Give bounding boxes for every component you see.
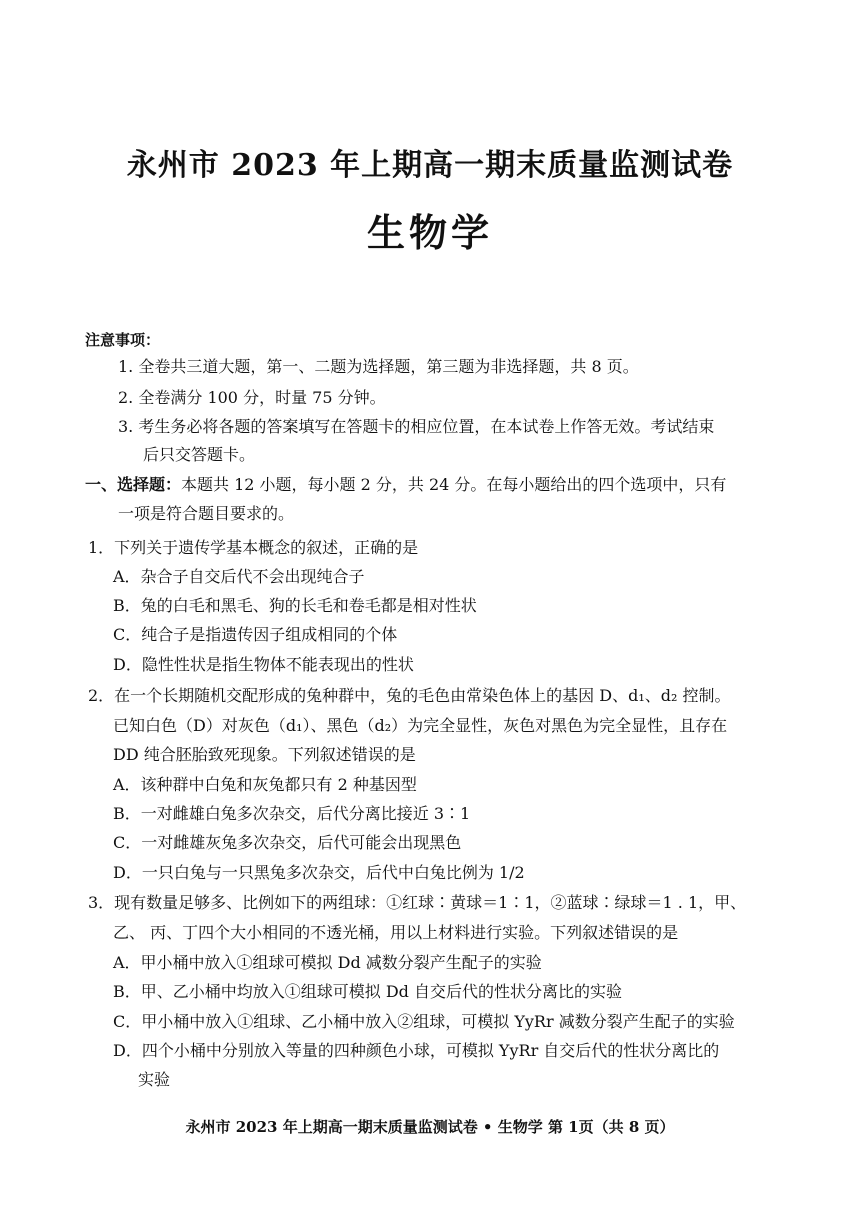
question-option: C．纯合子是指遗传因子组成相同的个体 xyxy=(113,625,398,644)
notice-item: 1. 全卷共三道大题，第一、二题为选择题，第三题为非选择题，共 8 页。 xyxy=(118,357,639,376)
notice-heading: 注意事项： xyxy=(85,331,161,349)
question-option: B．兔的白毛和黑毛、狗的长毛和卷毛都是相对性状 xyxy=(113,596,477,615)
notice-item: 后只交答题卡。 xyxy=(143,445,256,464)
question-option: D．四个小桶中分别放入等量的四种颜色小球，可模拟 YyRr 自交后代的性状分离比的 xyxy=(113,1041,720,1060)
section-instructions-cont: 一项是符合题目要求的。 xyxy=(118,504,295,523)
question-stem: 3．现有数量足够多、比例如下的两组球：①红球∶黄球＝1∶1，②蓝球∶绿球＝1 . 1，甲、 xyxy=(88,893,747,912)
question-option: A．甲小桶中放入①组球可模拟 Dd 减数分裂产生配子的实验 xyxy=(113,953,542,972)
question-stem: 2．在一个长期随机交配形成的兔种群中，兔的毛色由常染色体上的基因 D、d₁、d₂ 控制。 xyxy=(88,686,731,705)
question-option: D．一只白兔与一只黑兔多次杂交，后代中白兔比例为 1/2 xyxy=(113,863,525,882)
question-option: C．一对雌雄灰兔多次杂交，后代可能会出现黑色 xyxy=(113,833,462,852)
question-option: C．甲小桶中放入①组球、乙小桶中放入②组球，可模拟 YyRr 减数分裂产生配子的实验 xyxy=(113,1012,735,1031)
section-heading xyxy=(85,474,726,496)
question-stem: 乙、 丙、丁四个大小相同的不透光桶，用以上材料进行实验。下列叙述错误的是 xyxy=(113,923,679,942)
subject-title: 生物学 xyxy=(366,210,493,255)
question-option-cont: 实验 xyxy=(138,1070,171,1089)
question-stem: 已知白色（D）对灰色（d₁）、黑色（d₂）为完全显性，灰色对黑色为完全显性，且存在 xyxy=(113,716,728,735)
question-option: D．隐性性状是指生物体不能表现出的性状 xyxy=(113,655,414,674)
question-stem: DD 纯合胚胎致死现象。下列叙述错误的是 xyxy=(113,745,416,764)
question-option: A．该种群中白兔和灰兔都只有 2 种基因型 xyxy=(113,775,417,794)
exam-title: 永州市 2023 年上期高一期末质量监测试卷 xyxy=(126,148,734,183)
notice-item: 3. 考生务必将各题的答案填写在答题卡的相应位置，在本试卷上作答无效。考试结束 xyxy=(118,417,715,436)
question-option: B．甲、乙小桶中均放入①组球可模拟 Dd 自交后代的性状分离比的实验 xyxy=(113,982,623,1001)
question-option: B．一对雌雄白兔多次杂交，后代分离比接近 3∶1 xyxy=(113,804,471,823)
section-label: 一、选择题： xyxy=(85,475,182,494)
question-stem: 1．下列关于遗传学基本概念的叙述，正确的是 xyxy=(88,538,419,557)
section-instructions: 本题共 12 小题，每小题 2 分，共 24 分。在每小题给出的四个选项中，只有 xyxy=(181,475,727,494)
question-option: A．杂合子自交后代不会出现纯合子 xyxy=(113,567,365,586)
notice-item: 2. 全卷满分 100 分，时量 75 分钟。 xyxy=(118,388,386,407)
page-footer: 永州市 2023 年上期高一期末质量监测试卷 • 生物学 第 1页（共 8 页） xyxy=(185,1118,675,1136)
